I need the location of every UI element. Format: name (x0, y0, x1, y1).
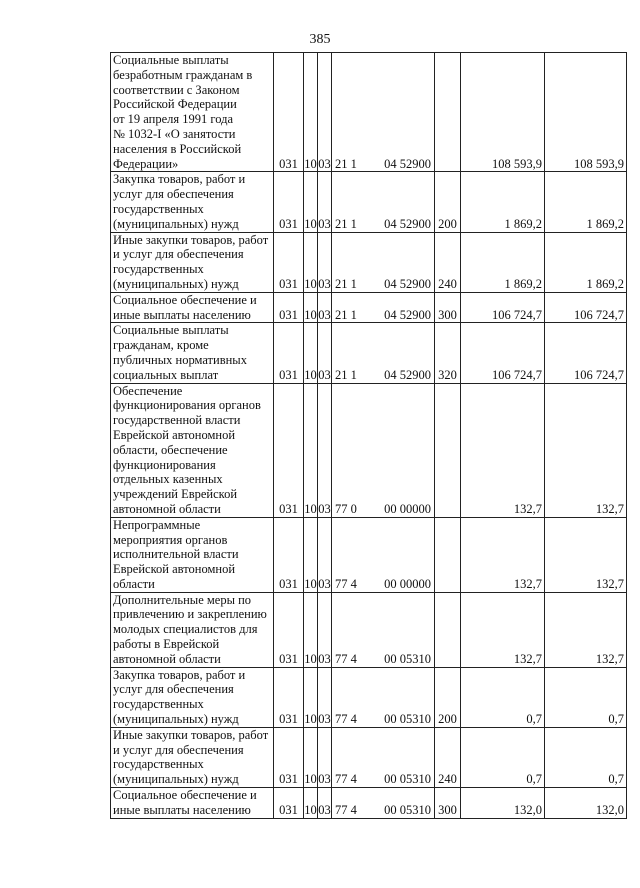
row-name-line: государственных (113, 757, 204, 772)
table-row (111, 517, 627, 592)
csr-code-cell (332, 172, 435, 232)
pr-code-cell: 03 (318, 517, 332, 592)
rz-code-cell: 10 (304, 53, 318, 172)
row-name-line: функционирования (113, 457, 216, 472)
sum-year2-cell: 108 593,9 (545, 53, 627, 172)
gr-code-cell: 031 (274, 788, 304, 819)
table-row (111, 292, 627, 323)
table-row (111, 592, 627, 667)
row-name-line: (муниципальных) нужд (113, 712, 239, 727)
row-name-line: Иные закупки товаров, работ (113, 727, 269, 742)
row-name-line: учреждений Еврейской (113, 487, 238, 502)
table-row (111, 53, 627, 172)
vr-code-cell: 320 (435, 323, 461, 383)
rz-code-cell: 10 (304, 383, 318, 517)
table-row (111, 383, 627, 517)
vr-code-cell: 240 (435, 727, 461, 787)
row-name-line: иные выплаты населению (113, 307, 251, 322)
row-name-line: привлечению и закреплению (113, 607, 267, 622)
row-name-cell (111, 292, 274, 323)
vr-code-cell (435, 592, 461, 667)
sum-year1-cell: 1 869,2 (461, 172, 545, 232)
row-name-line: от 19 апреля 1991 года (113, 112, 234, 127)
row-name-line: государственных (113, 697, 204, 712)
gr-code-cell: 031 (274, 323, 304, 383)
rz-code-cell: 10 (304, 292, 318, 323)
csr-direction-part: 00 00000 (384, 501, 431, 516)
csr-code-cell (332, 232, 435, 292)
row-name-line: социальных выплат (113, 367, 219, 382)
rz-code-cell: 10 (304, 517, 318, 592)
rz-code-cell: 10 (304, 232, 318, 292)
csr-direction-part: 00 05310 (384, 772, 431, 787)
row-name-line: Еврейской автономной (113, 427, 236, 442)
row-name-cell (111, 667, 274, 727)
sum-year1-cell: 0,7 (461, 727, 545, 787)
budget-table (110, 52, 627, 819)
vr-code-cell: 300 (435, 292, 461, 323)
csr-direction-part: 04 52900 (384, 307, 431, 322)
csr-code-cell (332, 383, 435, 517)
row-name-cell (111, 727, 274, 787)
csr-direction-part: 04 52900 (384, 367, 431, 382)
gr-code-cell: 031 (274, 727, 304, 787)
pr-code-cell: 03 (318, 727, 332, 787)
csr-program-part: 21 1 (335, 367, 357, 382)
row-name-line: работы в Еврейской (113, 637, 220, 652)
sum-year2-cell: 132,0 (545, 788, 627, 819)
sum-year2-cell: 106 724,7 (545, 292, 627, 323)
sum-year2-cell: 132,7 (545, 517, 627, 592)
row-name-line: Социальные выплаты (113, 53, 229, 67)
rz-code-cell: 10 (304, 727, 318, 787)
csr-direction-part: 00 05310 (384, 712, 431, 727)
sum-year1-cell: 132,0 (461, 788, 545, 819)
row-name-line: Закупка товаров, работ и (113, 172, 246, 187)
sum-year2-cell: 0,7 (545, 667, 627, 727)
row-name-line: Непрограммные (113, 517, 201, 532)
sum-year1-cell: 132,7 (461, 517, 545, 592)
row-name-line: гражданам, кроме (113, 338, 209, 353)
row-name-line: № 1032-I «О занятости (113, 126, 236, 141)
row-name-line: Закупка товаров, работ и (113, 667, 246, 682)
row-name-line: безработным гражданам в (113, 67, 253, 82)
sum-year2-cell: 132,7 (545, 592, 627, 667)
row-name-line: Еврейской автономной (113, 562, 236, 577)
csr-direction-part: 00 00000 (384, 576, 431, 591)
row-name-line: (муниципальных) нужд (113, 276, 239, 291)
pr-code-cell: 03 (318, 323, 332, 383)
sum-year2-cell: 0,7 (545, 727, 627, 787)
csr-code-cell (332, 517, 435, 592)
row-name-line: государственных (113, 262, 204, 277)
row-name-line: Социальное обеспечение и (113, 788, 257, 803)
sum-year1-cell: 132,7 (461, 383, 545, 517)
sum-year1-cell: 106 724,7 (461, 292, 545, 323)
row-name-line: функционирования органов (113, 398, 261, 413)
csr-code-cell (332, 788, 435, 819)
vr-code-cell (435, 53, 461, 172)
rz-code-cell: 10 (304, 592, 318, 667)
sum-year2-cell: 1 869,2 (545, 172, 627, 232)
csr-direction-part: 00 05310 (384, 651, 431, 666)
gr-code-cell: 031 (274, 667, 304, 727)
row-name-line: соответствии с Законом (113, 82, 240, 97)
rz-code-cell: 10 (304, 788, 318, 819)
csr-code-cell (332, 727, 435, 787)
vr-code-cell (435, 383, 461, 517)
sum-year1-cell: 132,7 (461, 592, 545, 667)
row-name-cell (111, 232, 274, 292)
csr-program-part: 77 4 (335, 576, 357, 591)
row-name-line: автономной области (113, 651, 221, 666)
row-name-cell (111, 172, 274, 232)
row-name-line: Иные закупки товаров, работ (113, 232, 269, 247)
pr-code-cell: 03 (318, 232, 332, 292)
row-name-line: (муниципальных) нужд (113, 216, 239, 231)
csr-program-part: 21 1 (335, 216, 357, 231)
row-name-line: области (113, 576, 155, 591)
vr-code-cell: 240 (435, 232, 461, 292)
csr-direction-part: 04 52900 (384, 156, 431, 171)
table-row (111, 323, 627, 383)
pr-code-cell: 03 (318, 172, 332, 232)
pr-code-cell: 03 (318, 383, 332, 517)
sum-year2-cell: 106 724,7 (545, 323, 627, 383)
vr-code-cell (435, 517, 461, 592)
table-row (111, 232, 627, 292)
row-name-cell (111, 788, 274, 819)
row-name-line: Социальные выплаты (113, 323, 229, 338)
vr-code-cell: 200 (435, 667, 461, 727)
sum-year1-cell: 1 869,2 (461, 232, 545, 292)
rz-code-cell: 10 (304, 323, 318, 383)
table-row (111, 727, 627, 787)
row-name-line: (муниципальных) нужд (113, 772, 239, 787)
row-name-line: публичных нормативных (113, 352, 247, 367)
row-name-line: Российской Федерации (113, 97, 237, 112)
table-row (111, 667, 627, 727)
row-name-line: отдельных казенных (113, 472, 223, 487)
pr-code-cell: 03 (318, 292, 332, 323)
pr-code-cell: 03 (318, 667, 332, 727)
csr-program-part: 77 4 (335, 651, 357, 666)
csr-program-part: 21 1 (335, 307, 357, 322)
csr-code-cell (332, 667, 435, 727)
sum-year2-cell: 1 869,2 (545, 232, 627, 292)
row-name-cell (111, 383, 274, 517)
csr-direction-part: 00 05310 (384, 802, 431, 817)
row-name-line: Дополнительные меры по (113, 592, 252, 607)
row-name-line: населения в Российской (113, 141, 242, 156)
row-name-line: мероприятия органов (113, 532, 228, 547)
row-name-line: и услуг для обеспечения (113, 742, 244, 757)
gr-code-cell: 031 (274, 172, 304, 232)
pr-code-cell: 03 (318, 592, 332, 667)
vr-code-cell: 300 (435, 788, 461, 819)
rz-code-cell: 10 (304, 172, 318, 232)
csr-program-part: 77 4 (335, 772, 357, 787)
table-row (111, 788, 627, 819)
table-row (111, 172, 627, 232)
row-name-line: области, обеспечение (113, 442, 228, 457)
csr-direction-part: 04 52900 (384, 276, 431, 291)
pr-code-cell: 03 (318, 788, 332, 819)
row-name-cell (111, 323, 274, 383)
gr-code-cell: 031 (274, 292, 304, 323)
row-name-line: услуг для обеспечения (113, 187, 234, 202)
row-name-line: молодых специалистов для (113, 622, 258, 637)
csr-direction-part: 04 52900 (384, 216, 431, 231)
sum-year2-cell: 132,7 (545, 383, 627, 517)
gr-code-cell: 031 (274, 383, 304, 517)
sum-year1-cell: 0,7 (461, 667, 545, 727)
row-name-line: Обеспечение (113, 383, 183, 398)
sum-year1-cell: 108 593,9 (461, 53, 545, 172)
pr-code-cell: 03 (318, 53, 332, 172)
csr-code-cell (332, 592, 435, 667)
row-name-line: государственных (113, 201, 204, 216)
csr-code-cell (332, 292, 435, 323)
gr-code-cell: 031 (274, 592, 304, 667)
csr-program-part: 77 4 (335, 802, 357, 817)
row-name-line: услуг для обеспечения (113, 682, 234, 697)
gr-code-cell: 031 (274, 232, 304, 292)
csr-program-part: 21 1 (335, 276, 357, 291)
csr-program-part: 21 1 (335, 156, 357, 171)
row-name-cell (111, 592, 274, 667)
csr-code-cell (332, 53, 435, 172)
csr-program-part: 77 4 (335, 712, 357, 727)
row-name-cell (111, 53, 274, 172)
gr-code-cell: 031 (274, 53, 304, 172)
csr-code-cell (332, 323, 435, 383)
row-name-line: автономной области (113, 501, 221, 516)
row-name-line: иные выплаты населению (113, 802, 251, 817)
csr-program-part: 77 0 (335, 501, 357, 516)
row-name-cell (111, 517, 274, 592)
vr-code-cell: 200 (435, 172, 461, 232)
row-name-line: Федерации» (113, 156, 179, 171)
row-name-line: и услуг для обеспечения (113, 247, 244, 262)
row-name-line: исполнительной власти (113, 547, 239, 562)
row-name-line: государственной власти (113, 413, 241, 428)
sum-year1-cell: 106 724,7 (461, 323, 545, 383)
page-number: 385 (309, 32, 331, 47)
row-name-line: Социальное обеспечение и (113, 292, 257, 307)
rz-code-cell: 10 (304, 667, 318, 727)
gr-code-cell: 031 (274, 517, 304, 592)
